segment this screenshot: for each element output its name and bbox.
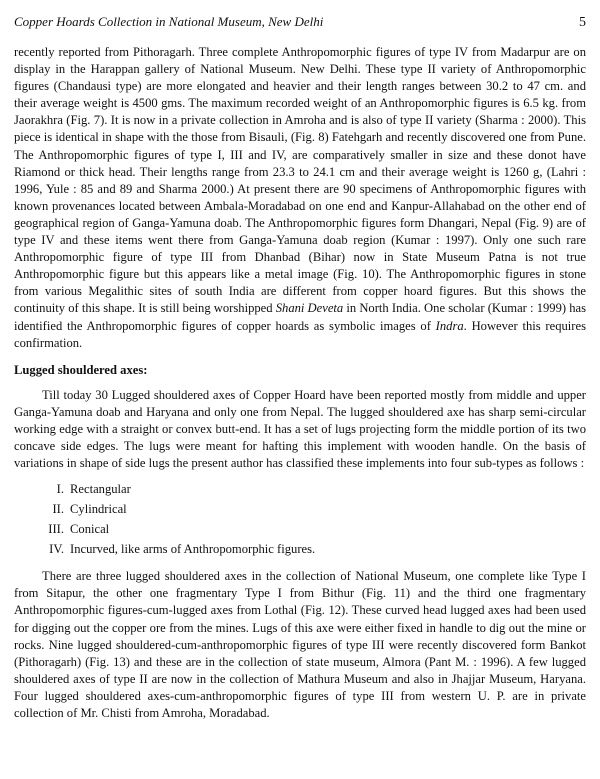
list-numeral: III.: [48, 522, 64, 537]
page-body: [14, 44, 586, 722]
paragraph-anthropomorphic-figures: [14, 44, 586, 352]
paragraph-national-museum-axes: There are three lugged shouldered axes in the collection of National Museum, one complete like Type I from Sitapur, the other one fragmentary Type I from Bithur (Fig. 11) and the third one fragmentary Anthropomorphic figures-cum-lugged axes from Lothal (Fig. 12). These curved head lugged axes had been used for digging out the copper ore from the mines. Lugs of this axe were either fixed in handle to dig out the mine or rocks. Nine lugged shouldered-cum-anthropomorphic figures of type III were recently discovered form Bankot (Pithoragarh) (Fig. 13) and these are in the collection of state museum, Almora (Pant M. : 1996). A few lugged shouldered axes of type II are now in the collection of Mathura Museum and also in Jhajjar Museum, Haryana. Four lugged shouldered axes-cum-anthropomorphic figures of type III from western U. P. are in private collection of Mr. Chisti from Amroha, Moradabad.: [14, 569, 586, 720]
list-item: [14, 519, 586, 539]
section-heading: Lugged shouldered axes:: [14, 362, 148, 377]
list-numeral: II.: [52, 502, 64, 517]
italic-term-shani-deveta: Shani Deveta: [275, 301, 344, 316]
subtype-list: [14, 479, 586, 559]
page-number: 5: [579, 15, 586, 30]
list-item: [14, 499, 586, 519]
running-title: Copper Hoards Collection in National Museum, New Delhi: [14, 14, 324, 29]
list-numeral: IV.: [49, 542, 64, 557]
list-item: [14, 479, 586, 499]
italic-term-indra: Indra: [435, 318, 464, 333]
page-header: [14, 14, 586, 36]
paragraph-lugged-axes-intro: Till today 30 Lugged shouldered axes of Copper Hoard have been reported mostly from middle and upper Ganga-Yamuna doab and Haryana and only one from Nepal. The lugged shouldered axe has sharp semi-circular working edge with a straight or convex butt-end. It has a set of lugs projecting form the middle portion of its two concave side edges. The lugs were meant for hafting this implement with wooden handle. On the basis of variations in shape of side lugs the present author has classified these implements into four sub-types as follows :: [14, 387, 586, 471]
paragraph-text: recently reported from Pithoragarh. Three complete Anthropomorphic figures of type IV from Madarpur are on display in the Harappan gallery of National Museum. New Delhi. These type II variety of Anthropomorphic figures (Chandausi type) are more elongated and heavier and their length ranges between 30.2 to 47 cm. and their average weight is 4500 gms. The maximum recorded weight of an Anthropomorphic figures is 6.5 kg. from Jaorakhra (Fig. 7). It is now in a private collection in Amroha and is also of type II variety (Sharma : 2000). This piece is identical in shape with the those from Bisauli, (Fig. 8) Fatehgarh and recently discovered one from Pune. The Anthropomorphic figures of type I, III and IV, are comparatively smaller in size and these donot have Riamond or thick head. Their lengths range from 23.3 to 24.1 cm and their average weight is 1260 g, (Lahri : 1996, Yule : 85 and 89 and Sharma 2000.) At present there are 90 specimens of Anthropomorphic figures with known provenances located between Ambala-Moradabad on one end and Kanpur-Allahabad on the other end of geographical region of Ganga-Yamuna doab. The Anthropomorphic figures form Dhangari, Nepal (Fig. 9) are of type IV and these items went there from Ganga-Yamuna doab region (Kumar : 1997). Only one such rare Anthropomorphic figure of type III from Dhanbad (Bihar) now in State Museum Patna is not true Anthropomorphic figure but this appears like a metal image (Fig. 10). The Anthropomorphic figures in stone from various Megalithic sites of south India are different from copper hoard figures. But this shows the continuity of this shape. It is still being worshipped: [14, 45, 586, 316]
paragraph-text: . However this requires confirmation.: [14, 318, 586, 350]
list-text: Cylindrical: [70, 502, 127, 517]
list-text: Conical: [70, 522, 110, 537]
paragraph-text: in North India. One scholar (Kumar : 1999) has identified the Anthropomorphic figures of copper hoards as symbolic images of: [14, 301, 587, 333]
list-text: Rectangular: [70, 482, 131, 497]
list-item: [14, 539, 586, 559]
list-text: Incurved, like arms of Anthropomorphic figures.: [70, 542, 316, 557]
list-numeral: I.: [56, 482, 64, 497]
